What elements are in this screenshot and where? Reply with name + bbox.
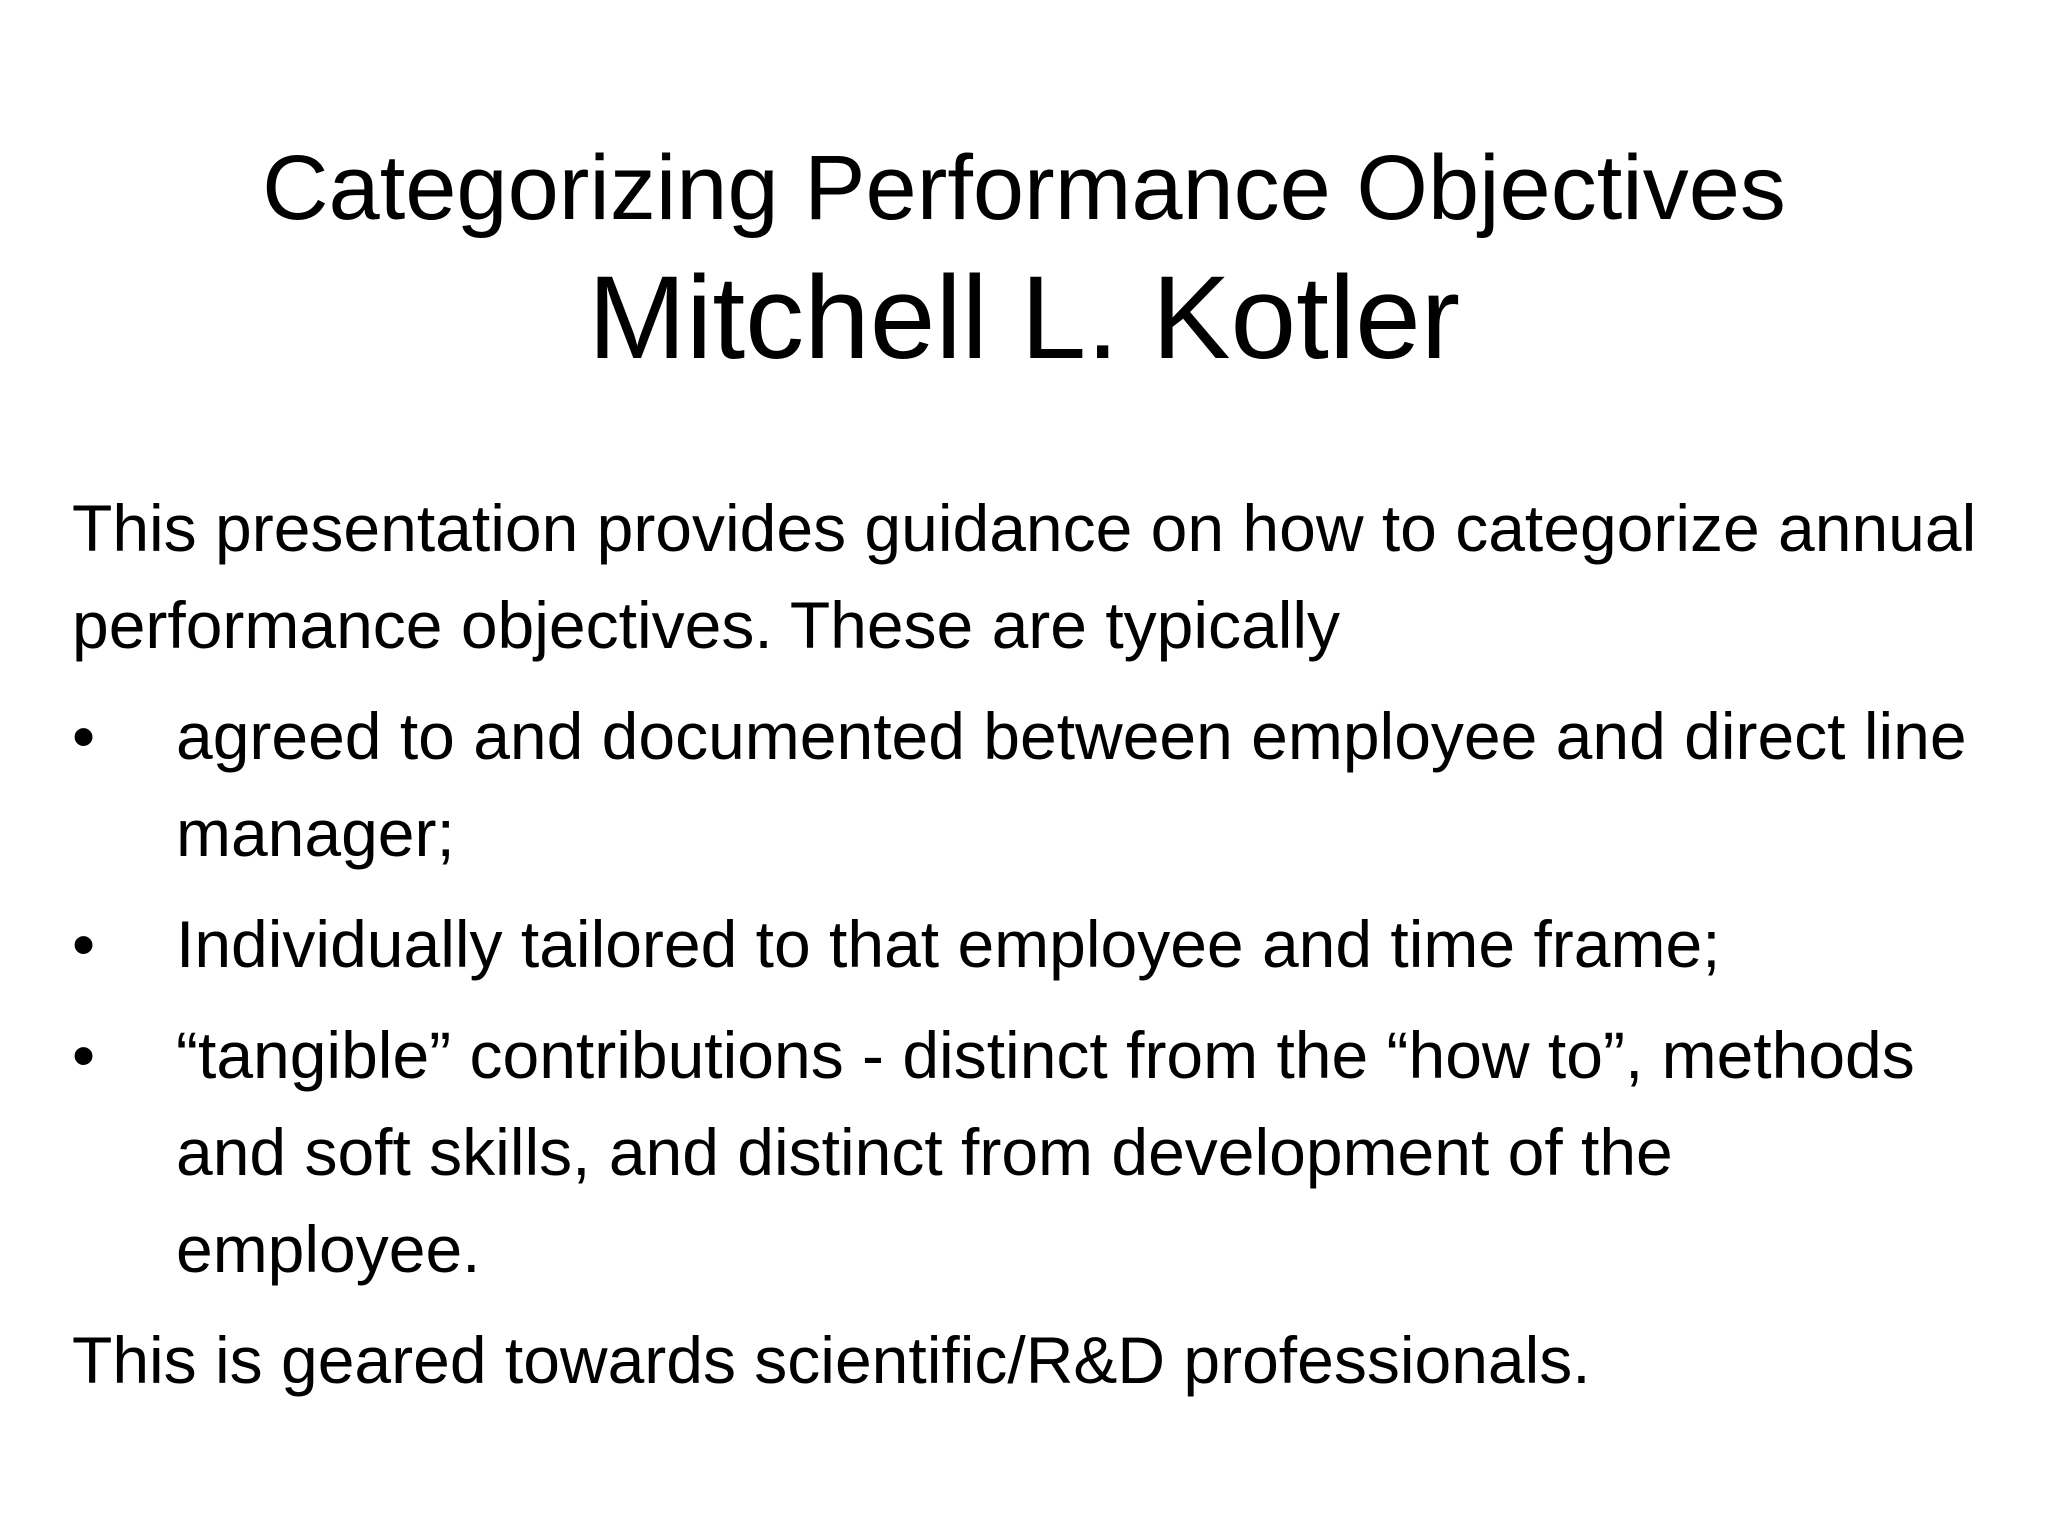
title-block	[0, 128, 2048, 388]
bullet-text: “tangible” contributions - distinct from the “how to”, methods and soft skills, and distinct from development of the employee.	[176, 1018, 1915, 1286]
bullet-text: agreed to and documented between employee and direct line manager;	[176, 699, 1967, 870]
closing-paragraph: This is geared towards scientific/R&D professionals.	[72, 1323, 1591, 1397]
bullet-icon: •	[72, 1018, 96, 1092]
slide-body	[72, 480, 1992, 1409]
slide-title: Categorizing Performance Objectives	[262, 137, 1786, 239]
bullet-icon: •	[72, 699, 96, 773]
bullet-item	[72, 1007, 1992, 1298]
bullet-text: Individually tailored to that employee and time frame;	[176, 907, 1721, 981]
bullet-list	[72, 688, 1992, 1298]
bullet-item	[72, 688, 1992, 882]
intro-paragraph: This presentation provides guidance on how to categorize annual performance objectives. These are typically	[72, 491, 1977, 662]
author-name: Mitchell L. Kotler	[587, 252, 1461, 384]
bullet-icon: •	[72, 907, 96, 981]
bullet-item	[72, 896, 1992, 993]
